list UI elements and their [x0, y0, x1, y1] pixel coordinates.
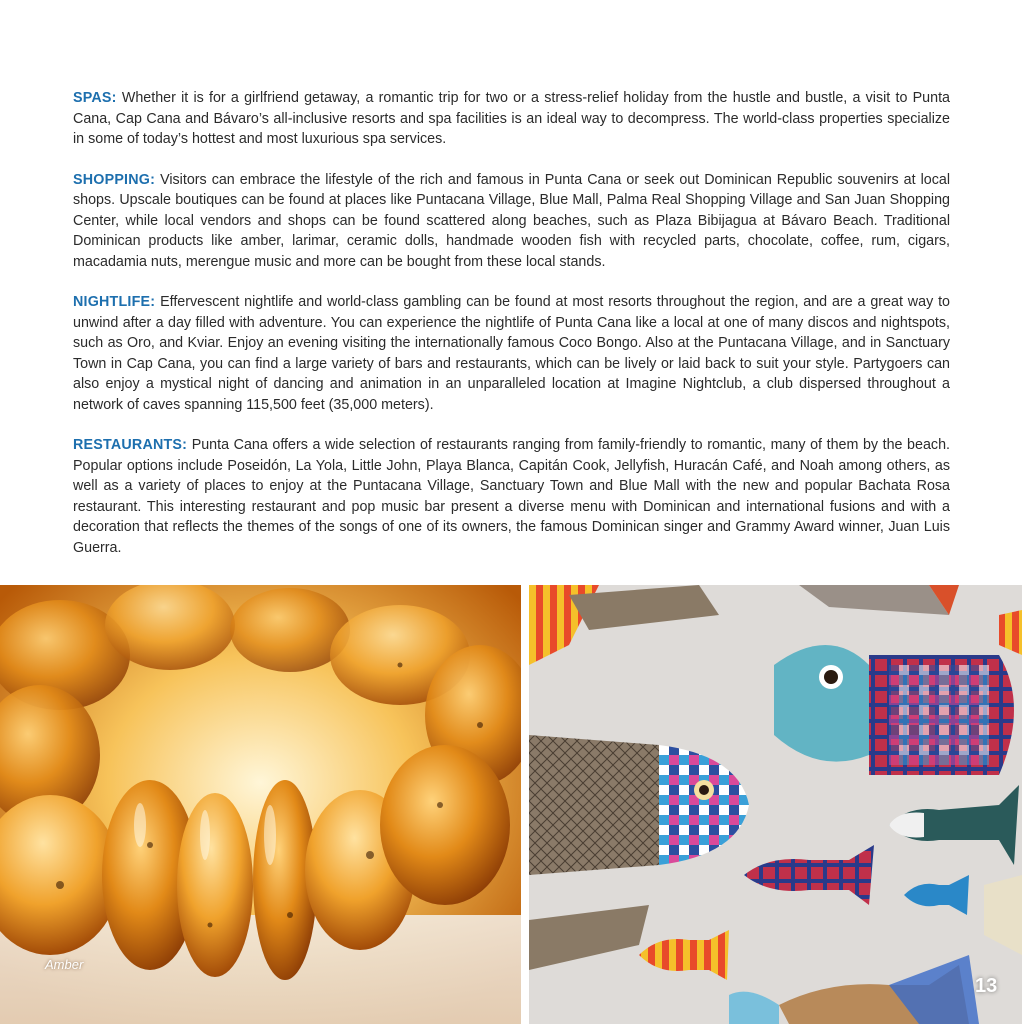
section-body-restaurants: Punta Cana offers a wide selection of restaurants ranging from family-friendly to romantic, many of them by the beach. Popular options include Poseidón, La Yola, Little John, Playa Blanca, Capitán Cook, Jellyfish, Huracán Café, and Noah among others, as well as a variety of places to enjoy at the Puntacana Village, Sanctuary Town and Blue Mall with the new and popular Bachata Rosa restaurant. This interesting restaurant and pop music bar present a diverse menu with Dominican and international fusions and with a decoration that reflects the themes of the songs of one of its owners, the famous Dominican singer and Grammy Award winner, Juan Luis Guerra.	[73, 437, 950, 556]
section-body-shopping: Visitors can embrace the lifestyle of the rich and famous in Punta Cana or seek out Dominican Republic souvenirs at local shops. Upscale boutiques can be found at places like Puntacana Village, Blue Mall, Palma Real Shopping Village and San Juan Shopping Center, while local vendors and shops can be found scattered along beaches, such as Plaza Bibijagua at Bávaro Beach. Traditional Dominican products like amber, larimar, ceramic dolls, handmade wooden fish with recycled parts, chocolate, coffee, rum, cigars, macadamia nuts, merengue music and more can be bought from these local stands.	[73, 171, 950, 270]
section-heading-shopping: SHOPPING:	[73, 171, 156, 188]
amber-caption: Amber	[45, 957, 84, 972]
section-nightlife	[73, 292, 950, 415]
section-heading-restaurants: RESTAURANTS:	[73, 437, 188, 453]
section-spas	[73, 88, 950, 150]
section-heading-nightlife: NIGHTLIFE:	[73, 294, 156, 310]
section-restaurants	[73, 435, 950, 558]
section-body-nightlife: Effervescent nightlife and world-class gambling can be found at most resorts throughout the region, and are a great way to unwind after a day filled with adventure. You can experience the nightlife of Punta Cana like a local at one of many discos and nightspots, such as Oro, and Kviar. Enjoy an evening visiting the internationally famous Coco Bongo. Also at the Puntacana Village, and in Sanctuary Town in Cap Cana, you can find a large variety of bars and restaurants, which can be lively or laid back to suit your style. Partygoers can also enjoy a mystical night of dancing and animation in an unparalleled location at Imagine Nightclub, a club dispersed throughout a network of caves spanning 115,500 feet (35,000 meters).	[73, 294, 950, 413]
section-heading-spas: SPAS:	[73, 90, 117, 106]
page-number: 13	[975, 975, 998, 997]
section-body-spas: Whether it is for a girlfriend getaway, a romantic trip for two or a stress-relief holiday from the hustle and bustle, a visit to Punta Cana, Cap Cana and Bávaro’s all-inclusive resorts and spa facilities is an ideal way to decompress. The world-class properties specialize in some of today’s hottest and most luxurious spa services.	[73, 90, 950, 147]
article-text	[73, 88, 950, 578]
section-shopping	[73, 170, 950, 273]
wooden-fish-illustration	[529, 585, 1022, 1024]
wooden-fish-photo	[529, 585, 1022, 1024]
